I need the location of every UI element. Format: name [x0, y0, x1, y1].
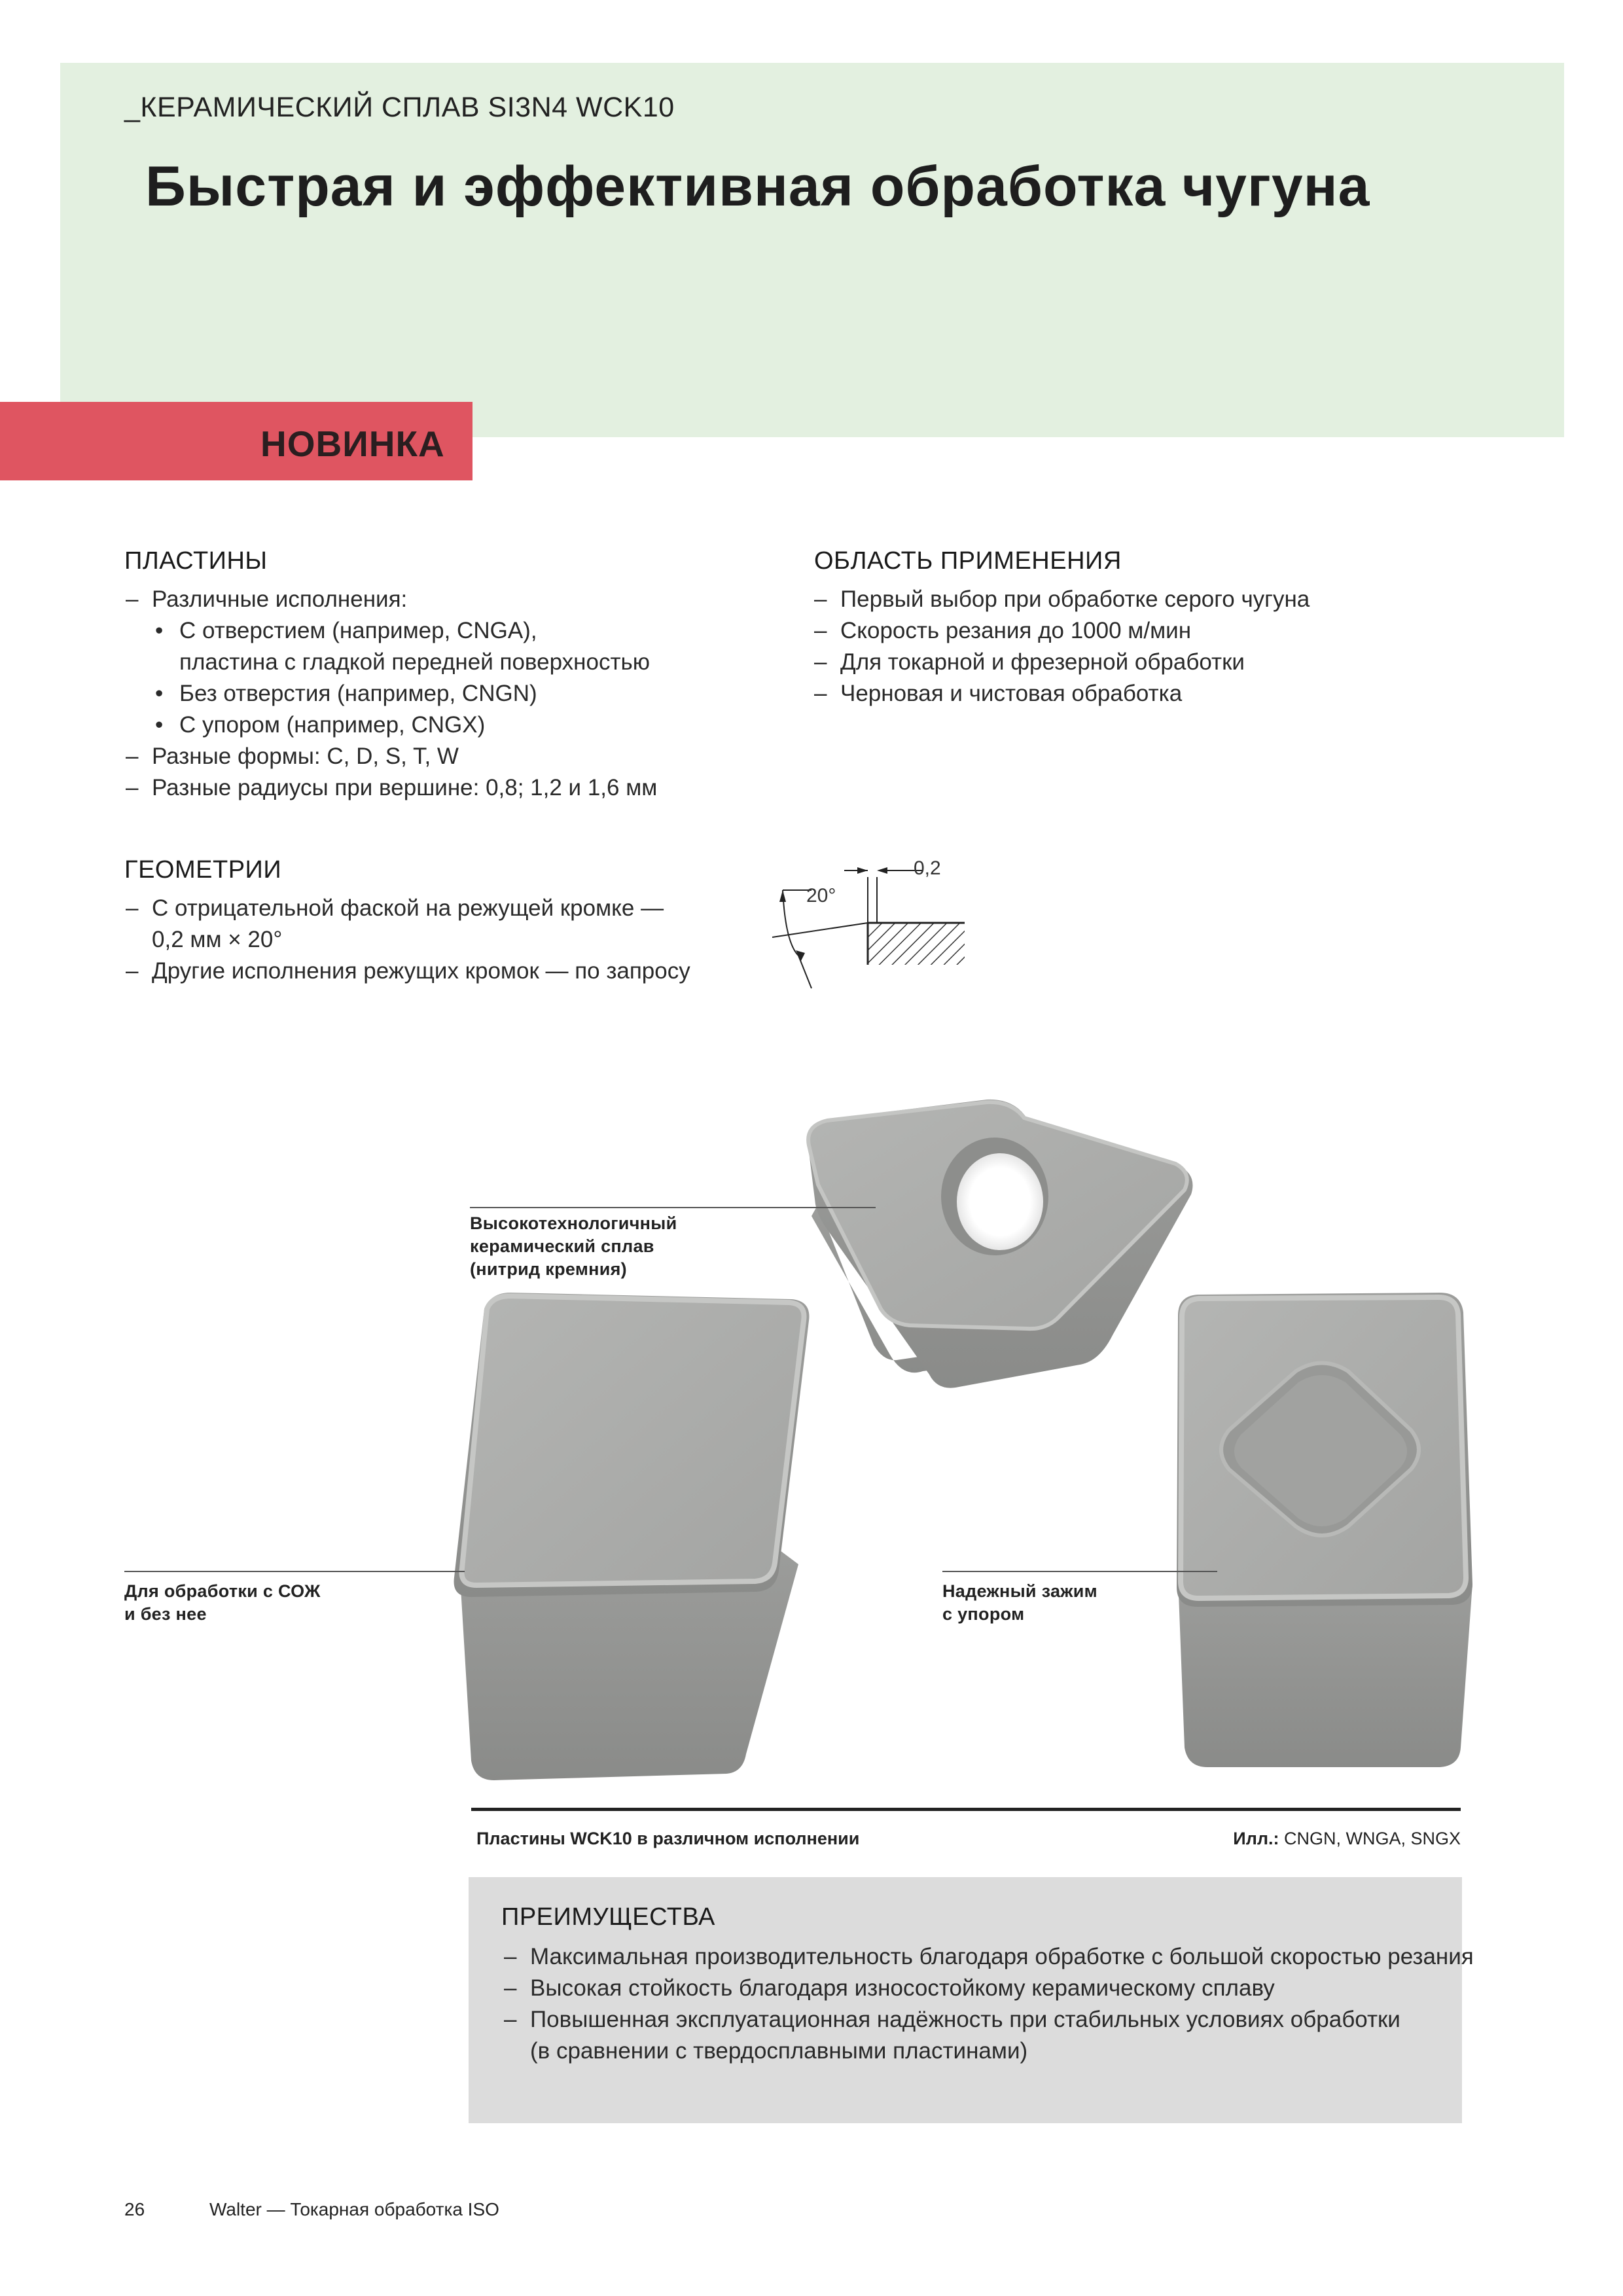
application-heading: ОБЛАСТЬ ПРИМЕНЕНИЯ	[814, 547, 1122, 575]
application-list	[814, 584, 1310, 709]
list-item: – Высокая стойкость благодаря износостойкому керамическому сплаву	[504, 1973, 1474, 2004]
chamfer-drawing	[759, 851, 988, 1008]
callout-clamp	[942, 1580, 1097, 1626]
list-item: – Первый выбор при обработке серого чугуна	[814, 584, 1310, 615]
callout-line	[124, 1571, 465, 1572]
callout-text: Высокотехнологичный	[470, 1213, 677, 1233]
callout-line	[470, 1207, 876, 1208]
advantages-heading: ПРЕИМУЩЕСТВА	[501, 1903, 715, 1931]
list-item: – Разные радиусы при вершине: 0,8; 1,2 и 1,6 мм	[126, 772, 657, 804]
list-item: пластина с гладкой передней поверхностью	[179, 649, 650, 675]
chamfer-angle-label: 20°	[806, 885, 836, 906]
callout-text: (нитрид кремния)	[470, 1259, 627, 1279]
callout-text: керамический сплав	[470, 1236, 654, 1256]
list-item: – Повышенная эксплуатационная надёжность при стабильных условиях обработки	[504, 2004, 1474, 2036]
list-item: (в сравнении с твердосплавными пластинами)	[530, 2038, 1028, 2064]
list-item: – Разные формы: C, D, S, T, W	[126, 741, 657, 772]
callout-text: с упором	[942, 1604, 1025, 1624]
figure-caption: Пластины WCK10 в различном исполнении	[476, 1829, 860, 1848]
new-badge-label: НОВИНКА	[260, 423, 445, 464]
list-item: • С упором (например, CNGX)	[126, 709, 657, 741]
plates-list	[126, 584, 657, 804]
geometry-list	[126, 893, 690, 987]
chamfer-diagram	[759, 851, 988, 1008]
callout-text: и без нее	[124, 1604, 207, 1624]
list-item: – Различные исполнения:	[126, 584, 657, 615]
list-item: – Черновая и чистовая обработка	[814, 678, 1310, 709]
list-item: – С отрицательной фаской на режущей кромке —	[126, 893, 690, 924]
new-badge	[0, 402, 473, 480]
footer-text: Walter — Токарная обработка ISO	[209, 2199, 499, 2219]
list-item: 0,2 мм × 20°	[152, 927, 283, 952]
geometry-heading: ГЕОМЕТРИИ	[124, 856, 282, 884]
inserts-drawing	[366, 1073, 1518, 1793]
chamfer-width-label: 0,2	[914, 857, 941, 879]
illustration-label: Илл.:	[1233, 1829, 1279, 1848]
callout-coolant	[124, 1580, 321, 1626]
advantages-list	[504, 1941, 1474, 2067]
inserts-illustration	[366, 1073, 1518, 1793]
square-insert	[1177, 1293, 1472, 1767]
illustration-value: CNGN, WNGA, SNGX	[1279, 1829, 1461, 1848]
trigon-insert	[808, 1100, 1193, 1388]
callout-text: Надежный зажим	[942, 1581, 1097, 1601]
callout-material	[470, 1212, 677, 1281]
page-title: Быстрая и эффективная обработка чугуна	[145, 155, 1370, 218]
callout-line	[942, 1571, 1217, 1572]
list-item: – Для токарной и фрезерной обработки	[814, 647, 1310, 678]
list-item: • С отверстием (например, CNGA),	[126, 615, 657, 647]
rhombic-insert	[454, 1293, 810, 1780]
list-item: – Максимальная производительность благодаря обработке с большой скоростью резания	[504, 1941, 1474, 1973]
page-number: 26	[124, 2199, 145, 2219]
list-item: – Скорость резания до 1000 м/мин	[814, 615, 1310, 647]
section-kicker: _КЕРАМИЧЕСКИЙ СПЛАВ SI3N4 WCK10	[124, 92, 675, 123]
page-footer	[124, 2199, 499, 2220]
figure-illustration-note	[1233, 1829, 1461, 1849]
plates-heading: ПЛАСТИНЫ	[124, 547, 268, 575]
list-item: – Другие исполнения режущих кромок — по запросу	[126, 956, 690, 987]
callout-text: Для обработки с СОЖ	[124, 1581, 321, 1601]
list-item: • Без отверстия (например, CNGN)	[126, 678, 657, 709]
caption-rule	[471, 1808, 1461, 1811]
